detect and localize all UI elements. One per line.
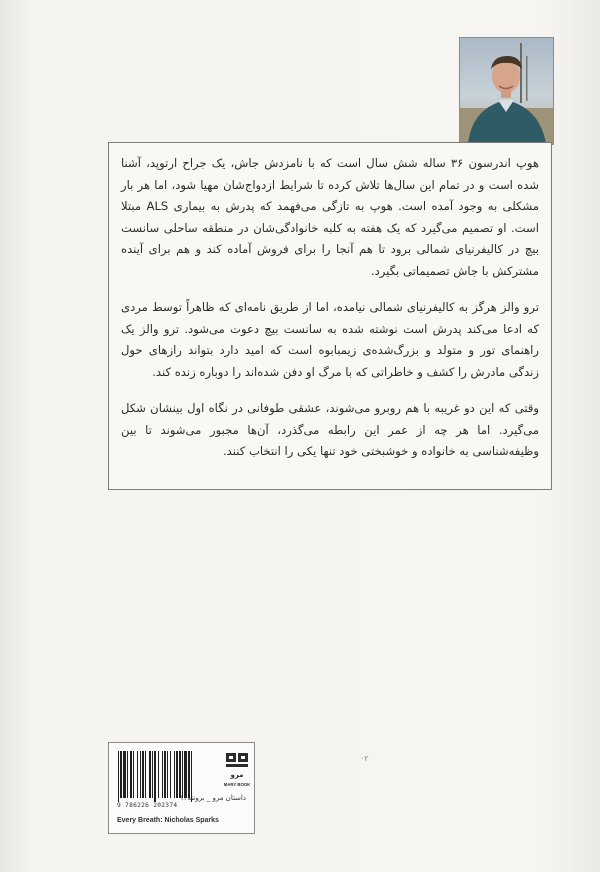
- barcode-bar: [164, 751, 166, 798]
- isbn-number: 9 786226 202374: [117, 802, 178, 809]
- barcode-bar: [145, 751, 146, 798]
- logo-caption: MARY BOOK: [223, 782, 251, 787]
- synopsis-paragraph: هوپ اندرسون ۳۶ ساله شش سال است که با نامزدش جاش، یک جراح ارتوپد، آشنا شده است و در تمام این سال‌ها تلاش کرده تا شرایط ازدواج‌شان مهیا شود، اما هر بار مشکلی به وجود آمده است. هوپ به تازگی می‌فهمد که پدرش به بیماری ALS مبتلا است. او تصمیم می‌گیرد که یک هفته به کلبه خانوادگی‌شان در منطقه ساحلی سانست بیچ در کالیفرنیای شمالی برود تا هم آنجا را برای فروش آماده کند و هم برای آینده مشترکش با جاش تصمیماتی بگیرد.: [121, 156, 540, 278]
- barcode-bar: [149, 751, 151, 798]
- barcode-bar: [162, 751, 163, 798]
- synopsis-paragraph: وقتی که این دو غریبه با هم روبرو می‌شوند، عشقی طوفانی در نگاه اول بینشان شکل می‌گیرد. اما هر چه از عمر این رابطه می‌گذرد، آن‌ها مجبور می‌شوند تا بین وظیفه‌شناسی به خانواده و خوشبختی خود تنها یکی را انتخاب کنند.: [121, 401, 539, 458]
- book-title-author: Every Breath: Nicholas Sparks: [117, 817, 219, 824]
- publisher-series-line: داستان مرو _ برونته۱۲: [179, 794, 246, 802]
- barcode-bar: [133, 751, 134, 798]
- author-photo: [459, 37, 554, 145]
- barcode-bar: [167, 751, 168, 798]
- barcode-bar: [140, 751, 141, 798]
- barcode-bar: [179, 751, 181, 798]
- barcode-bar: [182, 751, 183, 798]
- barcode-bar: [176, 751, 178, 798]
- barcode-bar: [152, 751, 153, 798]
- barcode-bar: [142, 751, 144, 798]
- page-mark: ۰۲: [360, 754, 369, 763]
- isbn-barcode-block: [108, 742, 255, 834]
- barcode-bar: [184, 751, 187, 798]
- barcode-bar: [137, 751, 138, 798]
- logo-wordmark: مرو: [230, 771, 244, 779]
- barcode-bar: [130, 751, 132, 798]
- barcode-bar: [118, 751, 119, 802]
- barcode-bar: [154, 751, 156, 802]
- barcode-bar: [120, 751, 122, 798]
- synopsis-box: [108, 142, 552, 490]
- synopsis-paragraph: ترو والز هرگز به کالیفرنیای شمالی نیامده، اما از طریق نامه‌ای که ظاهراً توسط مردی که ادعا می‌کند پدرش است نوشته شده به سانست بیچ دعوت می‌شود. ترو والز یک راهنمای تور و متولد و بزرگ‌شده‌ی زیمبابوه است که امید دارد بتواند رازهای حول زندگی مادرش را کشف و خاطراتی که با مرگ او دفن شده‌اند را دوباره زنده کند.: [121, 300, 539, 379]
- barcode-bar: [188, 751, 190, 798]
- barcode-bar: [127, 751, 128, 798]
- barcode-bar: [174, 751, 175, 798]
- barcode-bar: [123, 751, 126, 798]
- barcode-bar: [170, 751, 171, 798]
- barcode-bar: [158, 751, 159, 798]
- author-portrait-icon: [460, 38, 553, 144]
- publisher-logo-icon: [223, 751, 251, 791]
